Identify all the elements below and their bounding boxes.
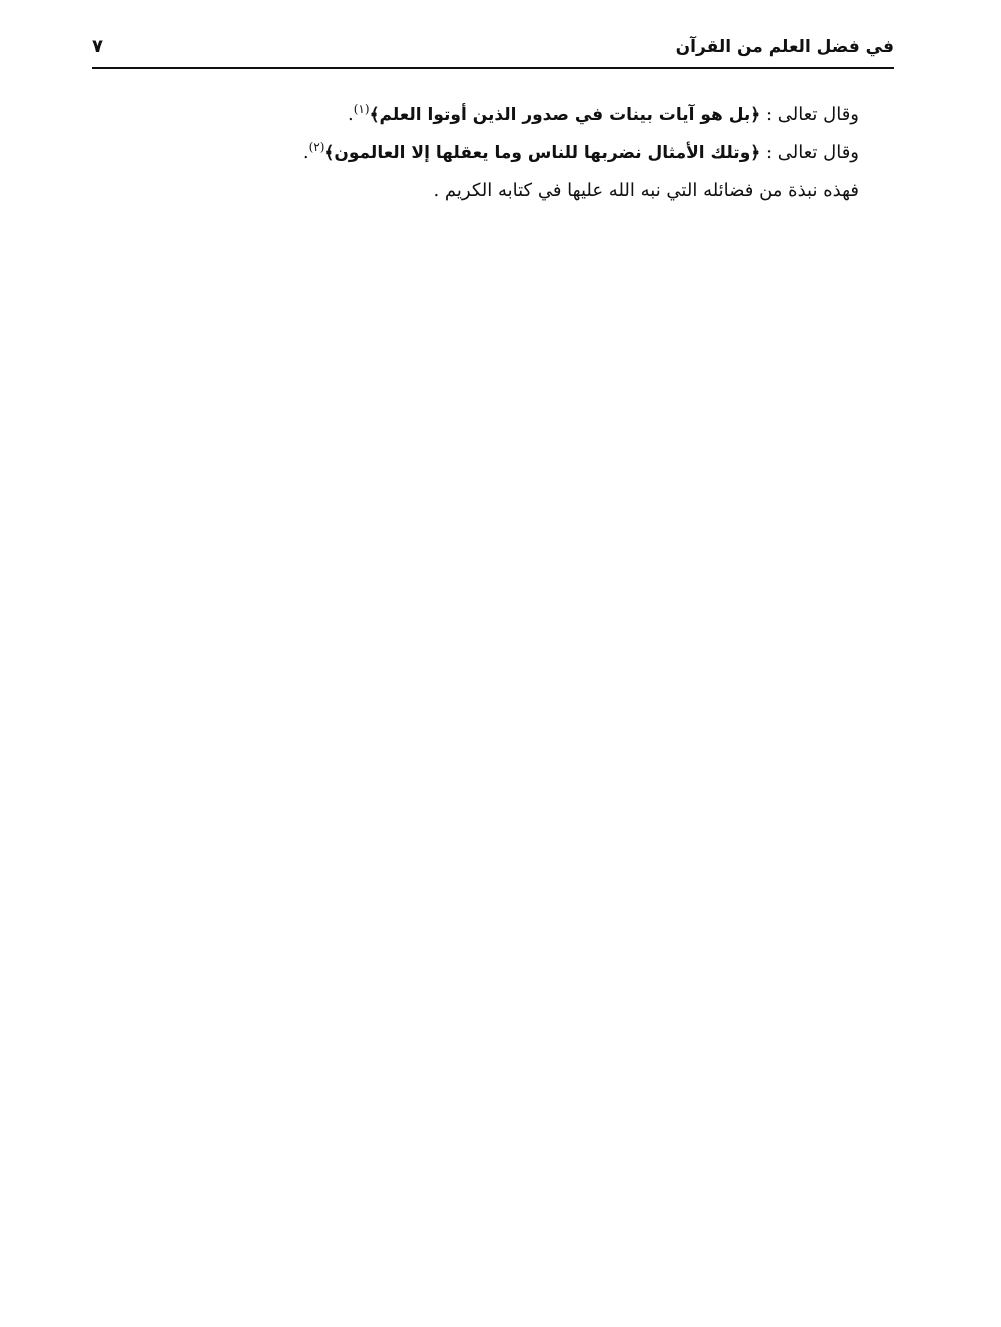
running-header xyxy=(92,33,894,67)
sentence-end: . xyxy=(302,142,309,163)
citation-intro: وقال تعالى : xyxy=(760,142,859,163)
page-number: ٧ xyxy=(92,36,103,57)
quran-verse: ﴿وتلك الأمثال نضربها للناس وما يعقلها إلا العالمون﴾ xyxy=(324,143,761,163)
header-divider xyxy=(92,67,894,69)
closing-sentence: فهذه نبذة من فضائله التي نبه الله عليها في كتابه الكريم . xyxy=(433,180,859,201)
quran-citation-line xyxy=(279,96,859,134)
quran-verse: ﴿بل هو آيات بينات في صدور الذين أوتوا العلم﴾ xyxy=(369,105,761,125)
main-text xyxy=(279,96,859,210)
footnote-reference: (٢) xyxy=(308,140,325,154)
sentence-end: . xyxy=(348,104,354,125)
footnote-reference: (١) xyxy=(353,102,370,116)
chapter-title: في فضل العلم من القرآن xyxy=(675,37,894,57)
quran-citation-line xyxy=(279,134,859,172)
citation-intro: وقال تعالى : xyxy=(760,104,859,125)
